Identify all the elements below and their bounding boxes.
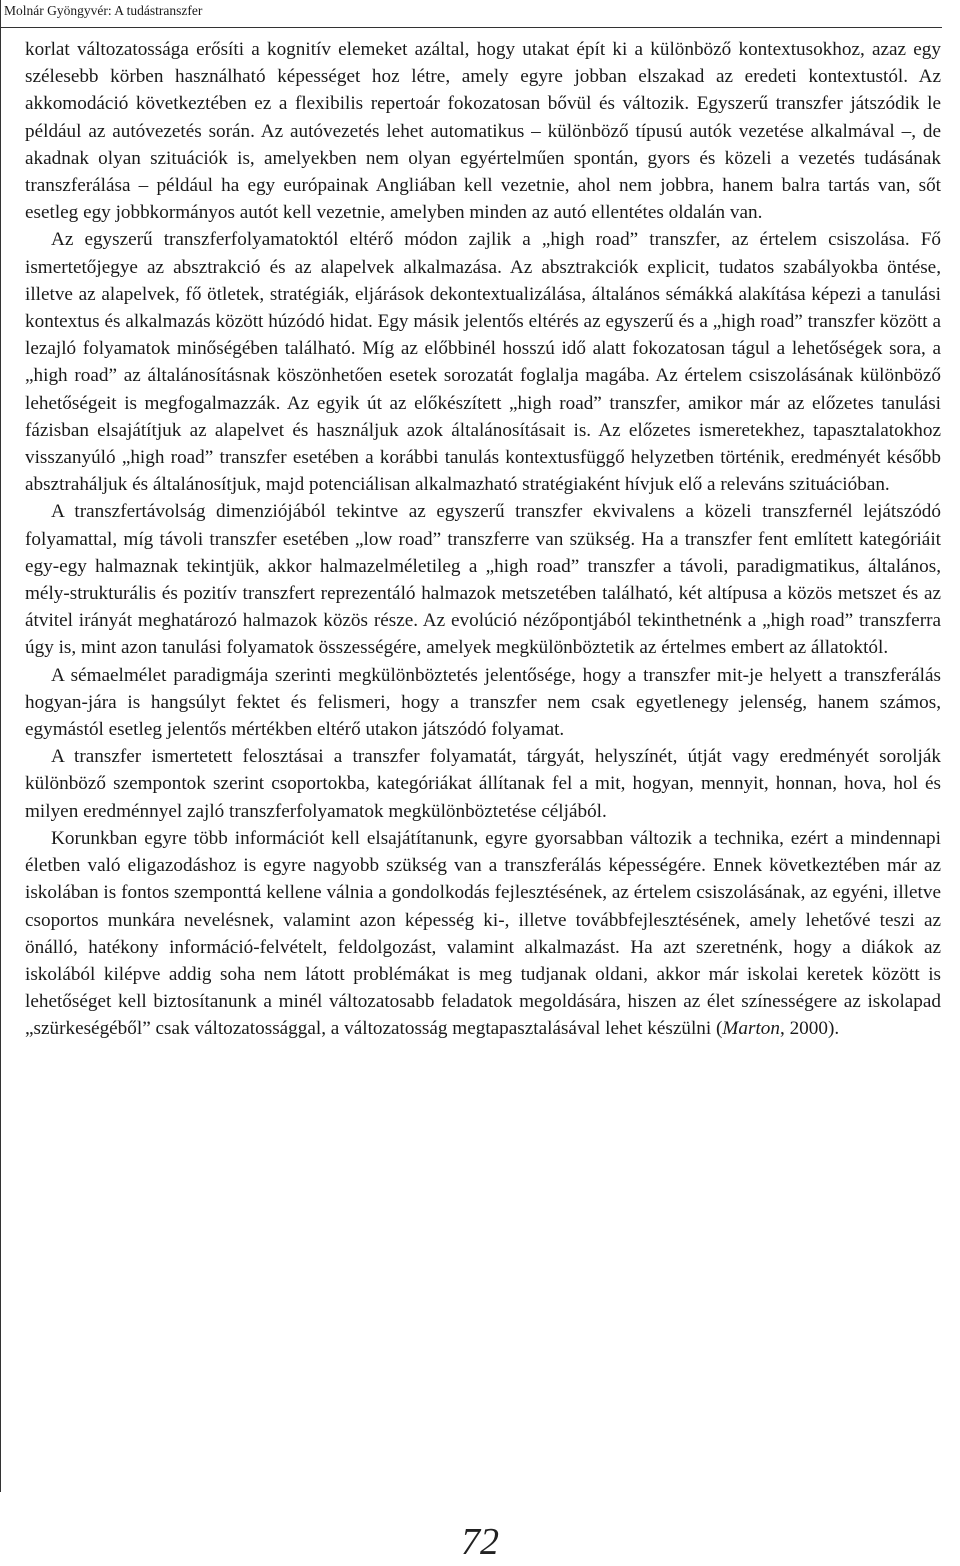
running-head-box — [0, 0, 942, 28]
paragraph-5: A transzfer ismertetett felosztásai a transzfer folyamatát, tárgyát, helyszínét, útját vagy eredményét sorolják különböző szempontok szerint csoportokba, kategóriákat állítanak fel a mit, hogyan, mennyit, honnan, hova, hol és milyen eredménnyel zajló transzferfolyamatok megkülönböztetése céljából. — [25, 746, 941, 822]
paragraph-3: A transzfertávolság dimenziójából tekintve az egyszerű transzfer ekvivalens a közeli transzfernél lejátszódó folyamattal, míg távoli transzfer esetében „low road” transzferre van szükség. Ha a transzfer fent említett kategóriáit egy-egy halmaznak tekintjük, akkor halmazelméletileg a „high road” transzfer a távoli, paradigmatikus, általános, mély-strukturális és pozitív transzfert reprezentáló halmazok metszetében található, két altípusa a közös metszet és az átvitel irányát meghatározó halmazok közös része. Az evolúció nézőpontjából tekinthetnénk a „high road” transzferra úgy is, mint azon tanulási folyamatok összességére, amelyek megkülönböztetik az értelmes embert az állatoktól. — [25, 501, 941, 659]
text-side-rule — [0, 27, 1, 1492]
paragraph-1: korlat változatossága erősíti a kognitív elemeket azáltal, hogy utakat épít ki a különböző kontextusokhoz, azaz egy szélesebb körben használható képességet hoz létre, amely egyre jobban elszakad az eredeti kontextustól. Az akkomodáció következtében ez a flexibilis repertoár fokozatosan bővül és változik. Egyszerű transzfer játszódik le például az autóvezetés során. Az autóvezetés lehet automatikus – különböző típusú autók vezetése alkalmával –, de akadnak olyan szituációk is, amelyekben nem olyan egyértelműen spontán, gyors és közeli a vezetés tudásának transzferálása – például ha egy európainak Angliában kell vezetnie, ahol nem jobbra, hanem balra tartás van, sőt esetleg egy jobbkormányos autót kell vezetnie, amelyben minden az autó ellentétes oldalán van. — [25, 39, 941, 224]
paragraph-6-text: Korunkban egyre több információt kell elsajátítanunk, egyre gyorsabban változik a technika, ezért a mindennapi életben való eligazodáshoz is egyre nagyobb szükség van a transzferálás képességére. Ennek következtében már az iskolában is fontos szemponttá kellene válnia a gondolkodás fejlesztésének, az értelem csiszolásának, az egyéni, illetve csoportos munkára nevelésnek, valamint azon képesség ki-, illetve továbbfejlesztésének, amely lehetővé teszi az önálló, hatékony információ-felvételt, feldolgozást, valamint alkalmazást. Ha azt szeretnénk, hogy a diákok az iskolából kilépve addig soha nem látott problémákat is meg tudjanak oldani, akkor már iskolai keretek között is lehetőséget kell biztosítanunk a minél változatosabb feladatok megoldására, hiszen az élet színességere az iskolapad „szürkeségéből” csak változatossággal, a változatosság megtapasztalásával lehet készülni ( — [25, 827, 941, 1040]
paragraph-6 — [25, 825, 941, 1043]
body-text — [25, 36, 941, 1043]
paragraph-4: A sémaelmélet paradigmája szerinti megkülönböztetés jelentősége, hogy a transzfer mit-je helyett a transzferálás hogyan-jára is hangsúlyt fektet és felismeri, hogy a transzfer nem csak egyetlenegy jelenség, hanem számos, egymástól esetleg jelentős mértékben eltérő utakon játszódó folyamat. — [25, 664, 941, 741]
page-number: 72 — [461, 1521, 499, 1563]
header-side-rule — [0, 0, 1, 27]
citation-author: Marton — [722, 1018, 780, 1040]
header-rule — [0, 27, 942, 28]
paragraph-2: Az egyszerű transzferfolyamatoktól eltérő módon zajlik a „high road” transzfer, az értelem csiszolása. Fő ismertetőjegye az absztrakció és az alapelvek alkalmazása. Az absztrakciók explicit, tudatos szabályokba öntése, illetve az alapelvek, fő ötletek, stratégiák, eljárások dekontextualizálása, általános sémákká alakítása képezi a tanulási kontextus és alkalmazás között húzódó hidat. Egy másik jelentős eltérés az egyszerű és a „high road” transzfer között a lezajló folyamatok minőségében található. Míg az előbbinél hosszú idő alatt fokozatosan tágul a lehetőségek sora, a „high road” az általánosításnak köszönhetően esetek sorozatát foglalja magába. Az értelem csiszolásának különböző lehetőségeit is megfogalmazzák. Az egyik út az előkészített „high road” transzfer, amikor már az előzetes tanulási fázisban elsajátítjuk az alapelvet és használjuk azok általánosításait is. Az előzetes ismeretekhez, tapasztalatokhoz visszanyúló „high road” transzfer esetében a korábbi tanulás kontextusfüggő helyzetben történik, eredményét később absztraháljuk és általánosítjuk, majd potenciálisan alkalmazható stratégiaként hívjuk elő a releváns szituációban. — [25, 229, 941, 496]
running-title: Molnár Gyöngyvér: A tudástranszfer — [4, 3, 203, 18]
citation-year: , 2000). — [779, 1018, 840, 1040]
